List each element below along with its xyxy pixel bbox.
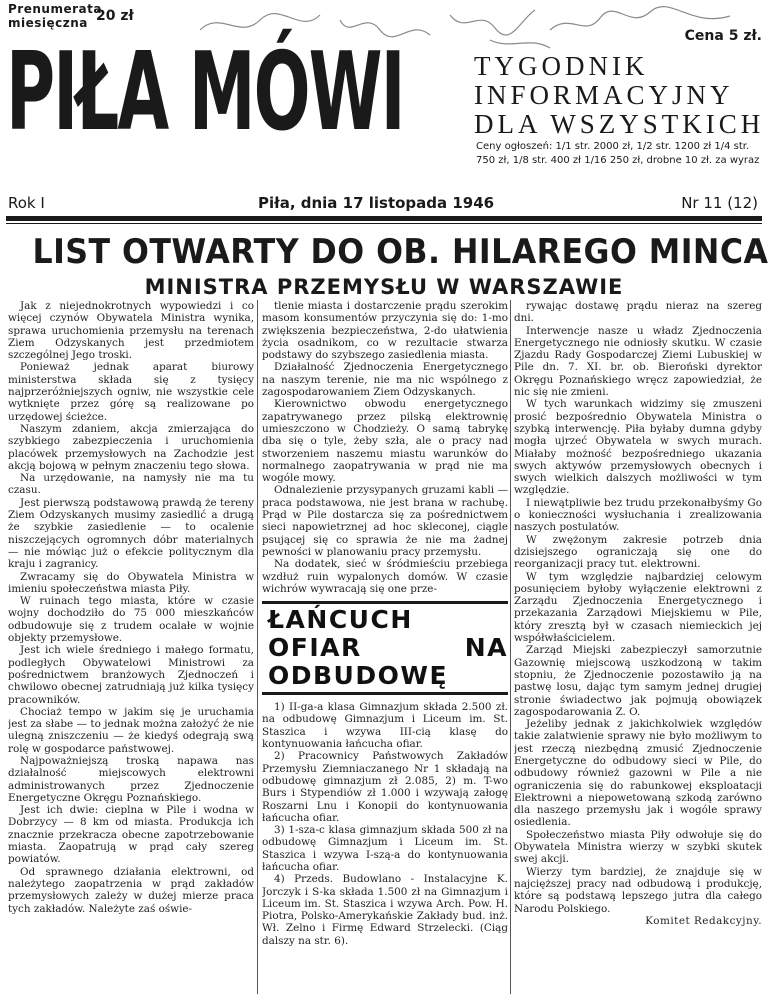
signature-text: Komitet Redakcyjny. <box>645 914 762 927</box>
paragraph: W tym względzie najbardziej celowym posunięciem byłoby wyłączenie elektrowni z Zarządu Zjednoczenia Energetycznego i przekazania Zarządowi Miejskiemu w Pile, który zresztą był w czasach niemieckich jej współwłaścicielem. <box>514 570 762 645</box>
article-subheadline: MINISTRA PRZEMYSŁU W WARSZAWIE <box>144 275 624 299</box>
column-1 <box>8 300 254 994</box>
paragraph: Jest ich dwie: cieplna w Pile i wodna w Dobrzycy — 8 km od miasta. Produkcja ich znacznie przekracza obecne zapotrzebowanie miasta. Zaopatrują w prąd cały szereg powiatów. <box>8 804 254 866</box>
paragraph: Jeżeliby jednak z jakichkolwiek względów takie zalatwienie sprawy nie było możliwym to jest rzeczą niezbędną zmusić Zjednoczenie Energetyczne do odbudowy sieci w Pile, do odbudowy również gazowni w Pile a nie ograniczenia się do rabunkowej eksploatacji Elektrowni a niepowetowaną szkodą zarówno dla naszego przemysłu jak i wogóle sprawy osiedlenia. <box>514 718 762 829</box>
issue-number: Nr 11 (12) <box>681 194 758 212</box>
header-rule <box>6 216 762 221</box>
box-title: ŁAŃCUCH OFIAR NA ODBUDOWĘ <box>262 601 508 695</box>
tagline-line-1: TYGODNIK <box>474 51 649 81</box>
paragraph: Najpoważniejszą troską napawa nas działalność miejscowych elektrowni administrowanych przez Zjednoczenie Energetyczne Okręgu Poznańskiego. <box>8 754 254 804</box>
box-item: 4) Przeds. Budowlano - Instalacyjne K. Jorczyk i S-ka składa 1.500 zł na Gimnazjum i Liceum im. St. Staszica i wzywa Arch. Pow. H. Piotra, Polsko-Amerykańskie Zakłady bud. inż. Wł. Zelno i Firmę Edward Strzelecki. (Ciąg dalszy na str. 6). <box>262 873 508 947</box>
paragraph: tlenie miasta i dostarczenie prądu szerokim masom konsumentów przyczynia się do: 1-mo zwiększenia bezpieczeństwa, 2-do ułatwienia życia osadnikom, co w rezultacie stwarza podstawy do szybszego zasiedlenia miasta. <box>262 300 508 362</box>
paragraph: Działalność Zjednoczenia Energetycznego na naszym terenie, nie ma nic wspólnego z zagospodarowaniem Ziem Odzyskanych. <box>262 361 508 399</box>
column-3 <box>514 300 762 994</box>
masthead-title: PIŁA MÓWI <box>6 30 404 155</box>
paragraph: I niewątpliwie bez trudu przekonałbyśmy Go o konieczności wysłuchania i zrealizowania naszych postulatów. <box>514 496 762 534</box>
paragraph: Jest pierwszą podstawową prawdą że tereny Ziem Odzyskanych musimy zasiedlić a drugą że szybkie zasiedlenie — to ocalenie niszczejących ogromnych dóbr materialnych — nie mówiąc już o efekcie politycznym dla kraju i zagranicy. <box>8 496 254 571</box>
column-divider <box>510 300 511 994</box>
paragraph: Na dodatek, sieć w śródmieściu przebiega wzdłuż ruin wypalonych domów. W czasie wichrów wywracają się one prze- <box>262 558 508 595</box>
subscription-label: Prenumerata miesięczna <box>8 2 102 30</box>
paragraph: rywając dostawę prądu nieraz na szereg dni. <box>514 300 762 325</box>
subscription-price: 20 zł <box>96 8 134 24</box>
tagline-line-3: DLA WSZYSTKICH <box>474 109 765 139</box>
box-item: 1) II-ga-a klasa Gimnazjum składa 2.500 zł. na odbudowę Gimnazjum i Liceum im. St. Staszica i wzywa III-cią klasę do kontynuowania łańcucha ofiar. <box>262 701 508 751</box>
paragraph: W zwężonym zakresie potrzeb dnia dzisiejszego ograniczają się one do reorganizacji pracy tut. elektrowni. <box>514 533 762 571</box>
paragraph: Jak z niejednokrotnych wypowiedzi i co więcej czynów Obywatela Ministra wynika, sprawa uruchomienia przemysłu na terenach Ziem Odzyskanych jest przedmiotem szczególnej Jego troski. <box>8 300 254 362</box>
paragraph: Naszym zdaniem, akcja zmierzająca do szybkiego zabezpieczenia i uruchomienia placówek przemysłowych na Zachodzie jest akcją bojową w pełnym znaczeniu tego słowa. <box>8 422 254 472</box>
paragraph: Kierownictwo obwodu energetycznego zapatrywanego przez pilską elektrownię umieszczono w Chodzieży. O samą tabrykę dba się o tyle, żeby szła, ale o pracy nad stworzeniem naszemu miastu warunków do normalnego zaopatrywania w prąd nie ma wogóle mowy. <box>262 398 508 485</box>
paragraph: Zwracamy się do Obywatela Ministra w imieniu społeczeństwa miasta Piły. <box>8 570 254 595</box>
paragraph: Ponieważ jednak aparat biurowy ministerstwa składa się z tysięcy najprzeróżniejszych ogniw, nie wszystkie cele wytknięte przez górę są realizowane po urzędowej ścieżce. <box>8 361 254 423</box>
issue-info-bar <box>6 192 762 214</box>
ad-prices: Ceny ogłoszeń: 1/1 str. 2000 zł, 1/2 str. 1200 zł 1/4 str. 750 zł, 1/8 str. 400 zł 1/16 250 zł, drobne 10 zł. za wyraz <box>476 141 760 166</box>
tagline <box>474 52 764 139</box>
paragraph: Zarząd Miejski zabezpieczył samorzutnie Gazownię miejscową uszkodzoną w takim stopniu, że Zjednoczenie pozostawiło ją na pastwę losu, dając tym samym jednej drugiej stronie świadectwo jak pojmują obowiązek zagospodarowania Z. O. <box>514 644 762 718</box>
column-2 <box>262 300 508 994</box>
box-item: 3) 1-sza-c klasa gimnazjum składa 500 zł na odbudowę Gimnazjum i Liceum im. St. Staszica i wzywa I-szą-a do kontynuowania łańcucha ofiar. <box>262 824 508 873</box>
year-label: Rok I <box>8 194 45 212</box>
paragraph: Jest ich wiele średniego i małego formatu, podległych Obywatelowi Ministrowi za pośrednictwem branżowych Zjednoczeń i chwilowo obecnej zatrudniają już kilka tysięcy pracowników. <box>8 644 254 706</box>
paragraph: Chociaż tempo w jakim się je uruchamia jest za słabe — to jednak można założyć że nie ulegną zniszczeniu — że kiedyś odegrają swą rolę w gospodarce państwowej. <box>8 705 254 755</box>
paragraph: Interwencje nasze u władz Zjednoczenia Energetycznego nie odniosły skutku. W czasie Zjazdu Rady Gospodarczej Ziemi Lubuskiej w Pile dn. 7. XI. br. ob. Bieroński dyrektor Okręgu Poznańskiego wręcz zapowiedział, że nic się nie zmieni. <box>514 324 762 399</box>
paragraph: Na urzędowanie, na namysły nie ma tu czasu. <box>8 472 254 497</box>
paragraph: Odnalezienie przysypanych gruzami kabli — praca podstawowa, nie jest brana w rachubę. Prąd w Pile dostarcza się za pośrednictwem sieci napowietrznej ad hoc skleconej, ciągle psującej się co sprawia że nie ma żadnej pewności w planowaniu pracy przemysłu. <box>262 484 508 558</box>
box-item: 2) Pracownicy Państwowych Zakładów Przemysłu Ziemniaczanego Nr 1 składają na odbudowę gimnazjum zł 2.085, 2) m. T-wo Burs i Stypendiów zł 1.000 i wzywają załogę Roszarni Lnu i Konopii do kontynuowania łańcucha ofiar. <box>262 750 508 824</box>
header-rule-thin <box>6 223 762 224</box>
paragraph: Od sprawnego działania elektrowni, od należytego zaopatrzenia w prąd zakładów przemysłowych zależy w dużej mierze praca tych zakładów. Należyte zaś oświe- <box>8 865 254 915</box>
paragraph: Społeczeństwo miasta Piły odwołuje się do Obywatela Ministra wierzy w szybki skutek swej akcji. <box>514 828 762 866</box>
place-date: Piła, dnia 17 listopada 1946 <box>258 194 495 212</box>
paragraph: Wierzy tym bardziej, że znajduje się w najcięższej pracy nad odbudową i produkcję, które są podstawą lepszego jutra dla całego Narodu Polskiego. <box>514 865 762 915</box>
tagline-line-2: INFORMACYJNY <box>474 80 734 110</box>
article-headline: LIST OTWARTY DO OB. HILAREGO MINCA <box>32 232 768 272</box>
paragraph: W ruinach tego miasta, które w czasie wojny dochodziło do 75 000 mieszkańców odbudowuje się z trudem ocalałe w wojnie objekty przemysłowe. <box>8 595 254 645</box>
column-divider <box>257 300 258 994</box>
paragraph: W tych warunkach widzimy się zmuszeni prosić bezpośrednio Obywatela Ministra o szybką interwencję. Piła byłaby dumna gdyby mogła ujrzeć Obywatela w swych murach. Miałaby możność bezpośredniego ukazania swych aktywów przemysłowych obecnych i swych wielkich dalszych możliwości w tym względzie. <box>514 398 762 497</box>
price-label: Cena 5 zł. <box>684 28 762 44</box>
